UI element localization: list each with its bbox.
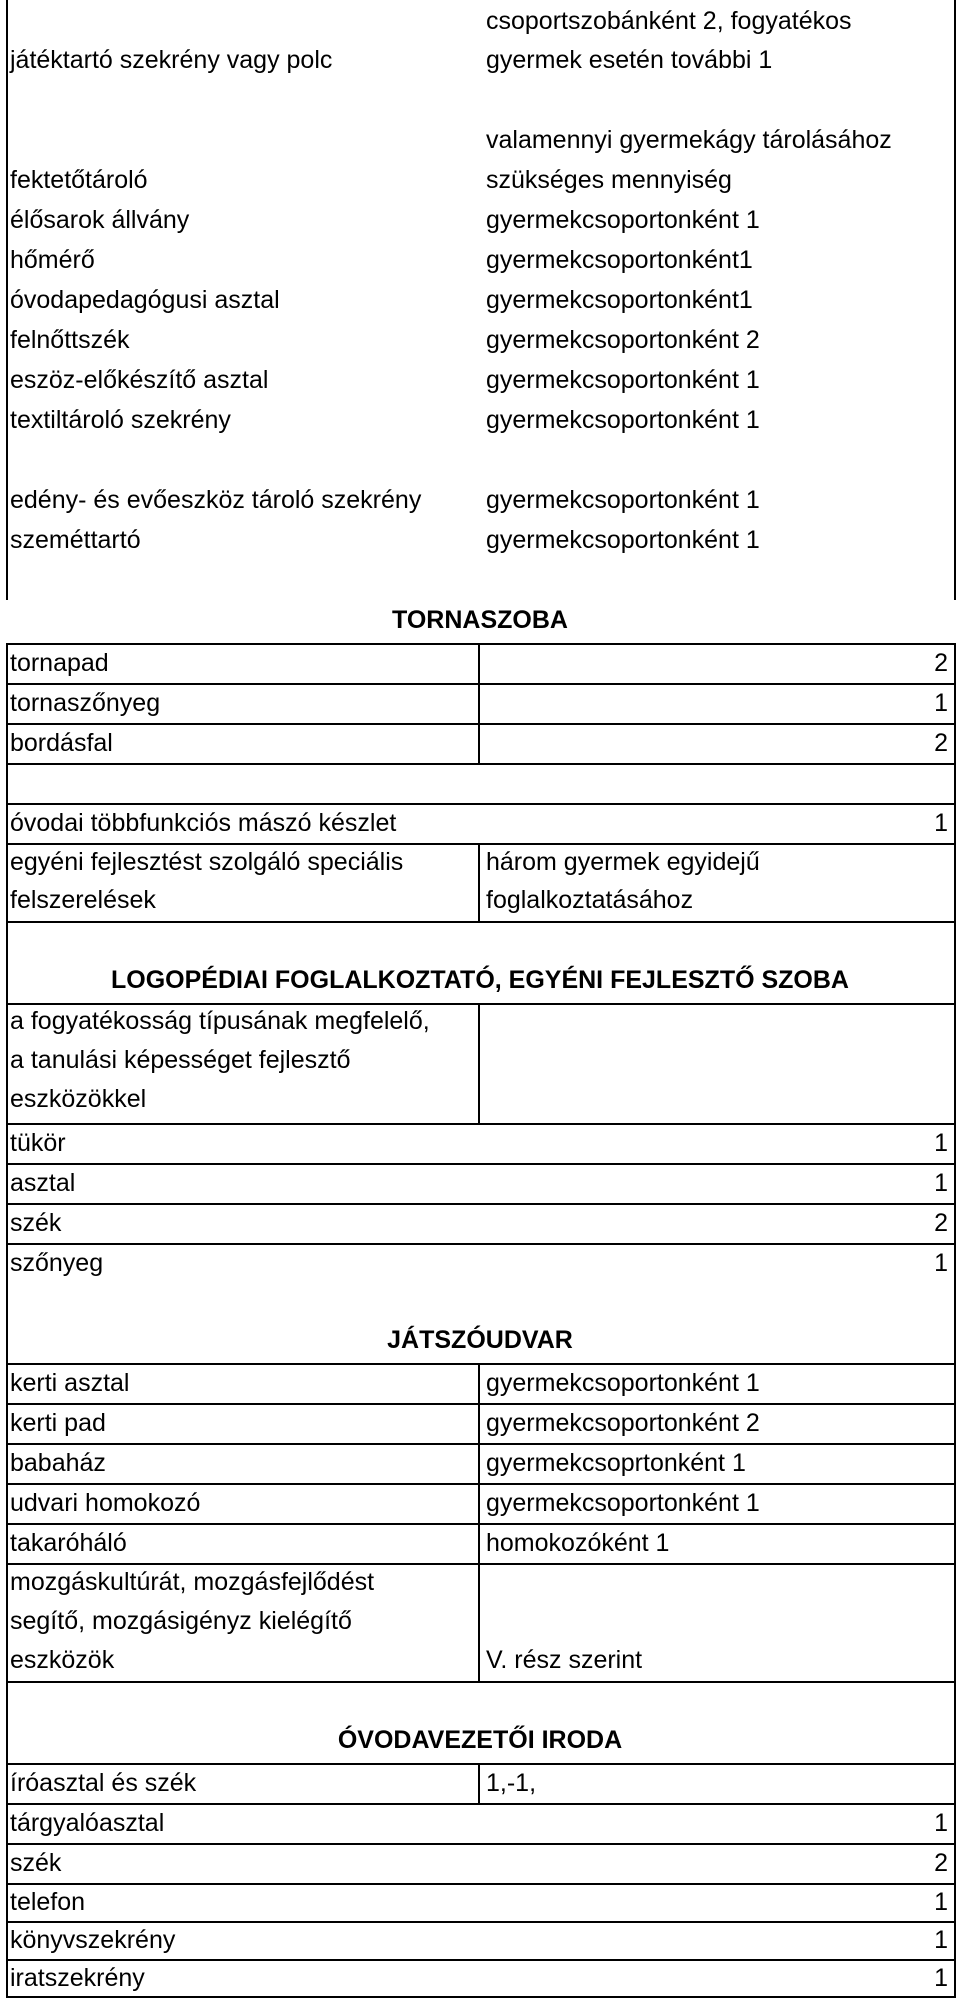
logo-intro-line: a tanulási képességet fejlesztő <box>10 1046 351 1074</box>
iroda-qty: 1 <box>934 1926 948 1954</box>
logo-qty: 2 <box>934 1209 948 1237</box>
row-divider <box>6 683 956 685</box>
section-title: LOGOPÉDIAI FOGLALKOZTATÓ, EGYÉNI FEJLESZTŐ SZOBA <box>111 966 849 994</box>
torna-item: bordásfal <box>10 729 113 757</box>
iroda-item: íróasztal és szék <box>10 1769 197 1797</box>
torna-qty: 2 <box>934 649 948 677</box>
table-border <box>954 1920 956 1998</box>
torna-qty-line: foglalkoztatásához <box>486 886 694 914</box>
iroda-qty: 1 <box>934 1964 948 1992</box>
column-divider <box>478 1003 480 1123</box>
top-item: játéktartó szekrény vagy polc <box>10 46 333 74</box>
row-divider <box>6 723 956 725</box>
table-border <box>6 1920 8 1998</box>
top-qty: gyermekcsoportonként 1 <box>486 406 760 434</box>
top-qty: gyermekcsoportonként 1 <box>486 366 760 394</box>
top-item: óvodapedagógusi asztal <box>10 286 280 314</box>
top-left-border <box>6 0 8 600</box>
top-qty: gyermekcsoportonként1 <box>486 286 753 314</box>
udvar-item: babaház <box>10 1449 106 1477</box>
top-qty-line: valamennyi gyermekágy tárolásához <box>486 126 892 154</box>
row-divider <box>6 1443 956 1445</box>
udvar-item-line: eszközök <box>10 1646 115 1674</box>
torna-qty: 2 <box>934 729 948 757</box>
udvar-item-line: segítő, mozgásigényz kielégítő <box>10 1607 352 1635</box>
torna-item: tornaszőnyeg <box>10 689 161 717</box>
udvar-item: kerti asztal <box>10 1369 130 1397</box>
logo-qty: 1 <box>934 1249 948 1277</box>
torna-qty-line: három gyermek egyidejű <box>486 848 760 876</box>
top-qty-line: csoportszobánként 2, fogyatékos <box>486 7 852 35</box>
udvar-qty: gyermekcsoportonként 2 <box>486 1409 760 1437</box>
udvar-item: udvari homokozó <box>10 1489 201 1517</box>
torna-item-line: felszerelések <box>10 886 156 914</box>
row-divider <box>6 1921 956 1923</box>
row-divider <box>6 1803 956 1805</box>
top-item: szeméttartó <box>10 526 141 554</box>
row-divider <box>6 843 956 845</box>
row-divider <box>6 1163 956 1165</box>
top-item: felnőttszék <box>10 326 130 354</box>
udvar-qty: homokozóként 1 <box>486 1529 670 1557</box>
top-qty: gyermekcsoportonként 1 <box>486 486 760 514</box>
row-divider <box>6 1523 956 1525</box>
iroda-item: iratszekrény <box>10 1964 145 1992</box>
section-title: TORNASZOBA <box>392 606 568 634</box>
row-divider <box>6 1203 956 1205</box>
row-divider <box>6 1483 956 1485</box>
logo-item: szék <box>10 1209 62 1237</box>
top-qty-line: gyermek esetén további 1 <box>486 46 773 74</box>
torna-qty: 1 <box>934 689 948 717</box>
row-divider <box>6 803 956 805</box>
row-divider <box>6 921 956 923</box>
section-title: JÁTSZÓUDVAR <box>387 1326 573 1354</box>
column-divider <box>478 643 480 763</box>
iroda-qty: 1 <box>934 1888 948 1916</box>
top-item: eszöz-előkészítő asztal <box>10 366 269 394</box>
logo-item: tükör <box>10 1129 66 1157</box>
torna-item: tornapad <box>10 649 109 677</box>
row-divider <box>6 1563 956 1565</box>
row-divider <box>6 1763 956 1765</box>
row-divider <box>6 1123 956 1125</box>
row-divider <box>6 1003 956 1005</box>
top-qty: gyermekcsoportonként 1 <box>486 206 760 234</box>
row-divider <box>6 1959 956 1961</box>
top-qty: gyermekcsoportonként 2 <box>486 326 760 354</box>
top-item: edény- és evőeszköz tároló szekrény <box>10 486 422 514</box>
udvar-item-line: mozgáskultúrát, mozgásfejlődést <box>10 1568 375 1596</box>
iroda-qty: 2 <box>934 1849 948 1877</box>
table-border <box>6 1996 956 1998</box>
row-divider <box>6 1883 956 1885</box>
top-item: élősarok állvány <box>10 206 190 234</box>
torna-item: óvodai többfunkciós mászó készlet <box>10 809 397 837</box>
logo-item: szőnyeg <box>10 1249 104 1277</box>
iroda-item: könyvszekrény <box>10 1926 176 1954</box>
row-divider <box>6 1403 956 1405</box>
torna-qty: 1 <box>934 809 948 837</box>
logo-qty: 1 <box>934 1129 948 1157</box>
udvar-item: kerti pad <box>10 1409 106 1437</box>
top-right-border <box>954 0 956 600</box>
iroda-item: szék <box>10 1849 62 1877</box>
torna-item-line: egyéni fejlesztést szolgáló speciális <box>10 848 404 876</box>
udvar-qty: V. rész szerint <box>486 1646 643 1674</box>
column-divider <box>478 843 480 923</box>
logo-intro-line: a fogyatékosság típusának megfelelő, <box>10 1007 430 1035</box>
table-border <box>6 643 956 645</box>
row-divider <box>6 763 956 765</box>
top-item: textiltároló szekrény <box>10 406 231 434</box>
row-divider <box>6 1363 956 1365</box>
udvar-qty: gyermekcsoportonként 1 <box>486 1369 760 1397</box>
top-item: hőmérő <box>10 246 95 274</box>
top-qty-line: szükséges mennyiség <box>486 166 732 194</box>
udvar-qty: gyermekcsoportonként 1 <box>486 1489 760 1517</box>
top-item: fektetőtároló <box>10 166 148 194</box>
logo-intro-line: eszközökkel <box>10 1085 147 1113</box>
iroda-qty: 1,-1, <box>486 1769 537 1797</box>
iroda-qty: 1 <box>934 1809 948 1837</box>
iroda-item: telefon <box>10 1888 86 1916</box>
iroda-item: tárgyalóasztal <box>10 1809 165 1837</box>
top-qty: gyermekcsoportonként1 <box>486 246 753 274</box>
row-divider <box>6 1243 956 1245</box>
top-qty: gyermekcsoportonként 1 <box>486 526 760 554</box>
column-divider <box>478 1763 480 1803</box>
logo-item: asztal <box>10 1169 76 1197</box>
udvar-item: takaróháló <box>10 1529 127 1557</box>
row-divider <box>6 1681 956 1683</box>
row-divider <box>6 1843 956 1845</box>
section-title: ÓVODAVEZETŐI IRODA <box>337 1726 623 1754</box>
logo-qty: 1 <box>934 1169 948 1197</box>
udvar-qty: gyermekcsoprtonként 1 <box>486 1449 746 1477</box>
